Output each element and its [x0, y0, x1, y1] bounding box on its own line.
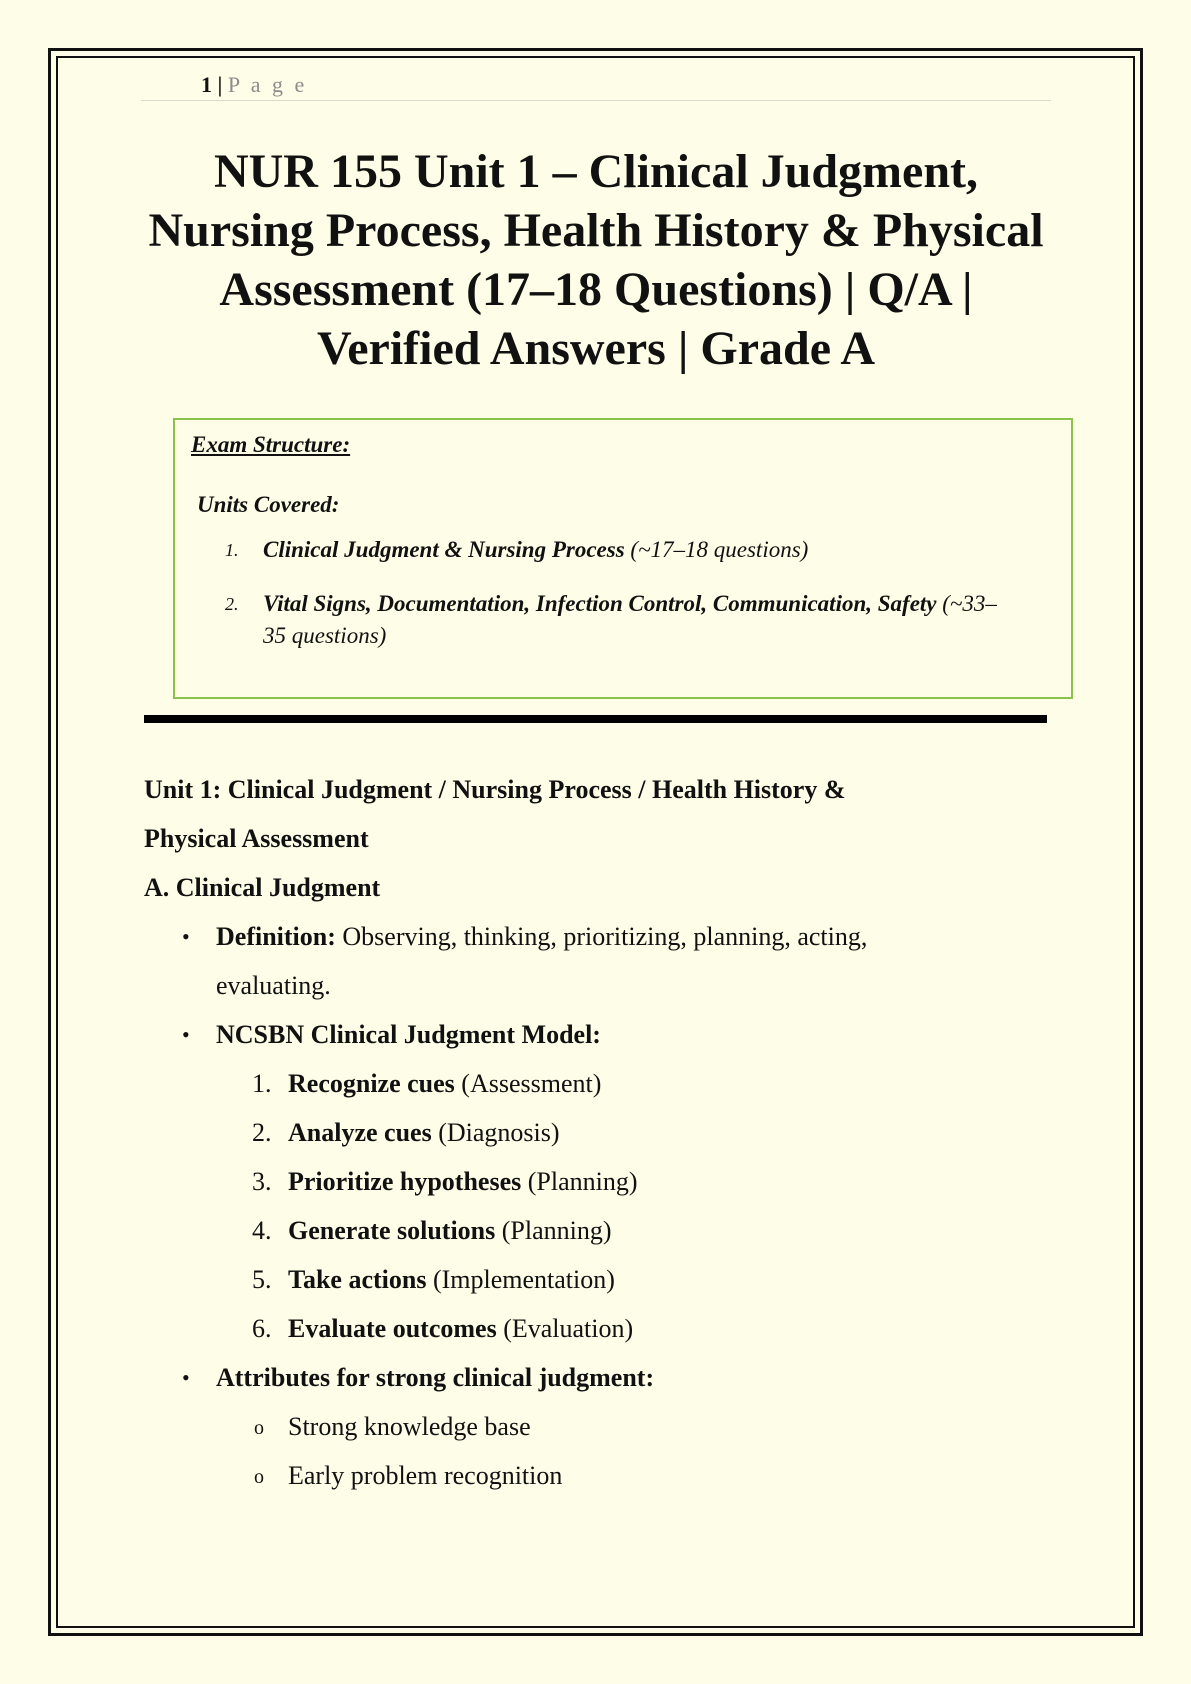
step-name: Analyze cues: [288, 1118, 432, 1147]
definition-text: Observing, thinking, prioritizing, planning, acting, evaluating.: [216, 922, 868, 1000]
bullet-icon: •: [182, 1365, 190, 1390]
model-step: [144, 1059, 1044, 1108]
step-phase: (Evaluation): [496, 1314, 634, 1343]
exam-unit-name: Clinical Judgment & Nursing Process: [263, 537, 625, 562]
circle-bullet-icon: o: [254, 1466, 264, 1488]
step-phase: (Assessment): [454, 1069, 602, 1098]
bullet-attributes: [144, 1353, 1044, 1402]
units-covered-heading: Units Covered:: [197, 492, 340, 517]
exam-unit-name: Vital Signs, Documentation, Infection Control, Communication, Safety: [263, 591, 937, 616]
bullet-icon: •: [182, 1022, 190, 1047]
model-step: [144, 1304, 1044, 1353]
step-number: 2.: [252, 1118, 272, 1147]
definition-label: Definition:: [216, 922, 336, 951]
content-body: [144, 765, 1044, 1500]
exam-unit-number: 2.: [225, 594, 239, 614]
model-label: NCSBN Clinical Judgment Model:: [216, 1020, 601, 1049]
bullet-definition: [144, 912, 976, 1010]
exam-unit-item: [225, 588, 1005, 652]
circle-bullet-icon: o: [254, 1417, 264, 1439]
step-name: Evaluate outcomes: [288, 1314, 497, 1343]
page-number: 1: [201, 72, 212, 97]
exam-unit-item: [225, 534, 1005, 566]
step-number: 4.: [252, 1216, 272, 1245]
bullet-icon: •: [182, 924, 190, 949]
section-divider: [144, 715, 1047, 723]
step-phase: (Planning): [521, 1167, 638, 1196]
document-title: NUR 155 Unit 1 – Clinical Judgment, Nursing Process, Health History & Physical Assessment (17–18 Questions) | Q/A | Verified Answers | Grade A: [148, 145, 1044, 375]
attribute-item: [144, 1402, 1044, 1451]
step-phase: (Implementation): [426, 1265, 615, 1294]
model-step: [144, 1206, 1044, 1255]
page-header: [141, 72, 1051, 101]
page-label: P a g e: [227, 72, 308, 97]
page-separator: |: [217, 72, 223, 97]
model-step: [144, 1157, 1044, 1206]
exam-structure-box: [173, 418, 1073, 699]
exam-structure-heading: Exam Structure:: [191, 432, 351, 457]
attribute-text: Early problem recognition: [288, 1461, 563, 1490]
exam-unit-number: 1.: [225, 540, 239, 560]
step-phase: (Diagnosis): [431, 1118, 560, 1147]
step-number: 5.: [252, 1265, 272, 1294]
step-name: Generate solutions: [288, 1216, 496, 1245]
model-step: [144, 1255, 1044, 1304]
unit-heading: Unit 1: Clinical Judgment / Nursing Process / Health History & Physical Assessment: [144, 775, 846, 853]
step-number: 6.: [252, 1314, 272, 1343]
model-step: [144, 1108, 1044, 1157]
attributes-label: Attributes for strong clinical judgment:: [216, 1363, 655, 1392]
step-number: 3.: [252, 1167, 272, 1196]
step-name: Take actions: [288, 1265, 427, 1294]
section-heading-a: A. Clinical Judgment: [144, 873, 381, 902]
step-name: Recognize cues: [288, 1069, 455, 1098]
attribute-item: [144, 1451, 1044, 1500]
step-name: Prioritize hypotheses: [288, 1167, 522, 1196]
attribute-text: Strong knowledge base: [288, 1412, 531, 1441]
exam-unit-count: (~33–35 questions): [263, 591, 997, 648]
bullet-model: [144, 1010, 1044, 1059]
step-phase: (Planning): [495, 1216, 612, 1245]
exam-unit-count: (~17–18 questions): [624, 537, 809, 562]
step-number: 1.: [252, 1069, 272, 1098]
